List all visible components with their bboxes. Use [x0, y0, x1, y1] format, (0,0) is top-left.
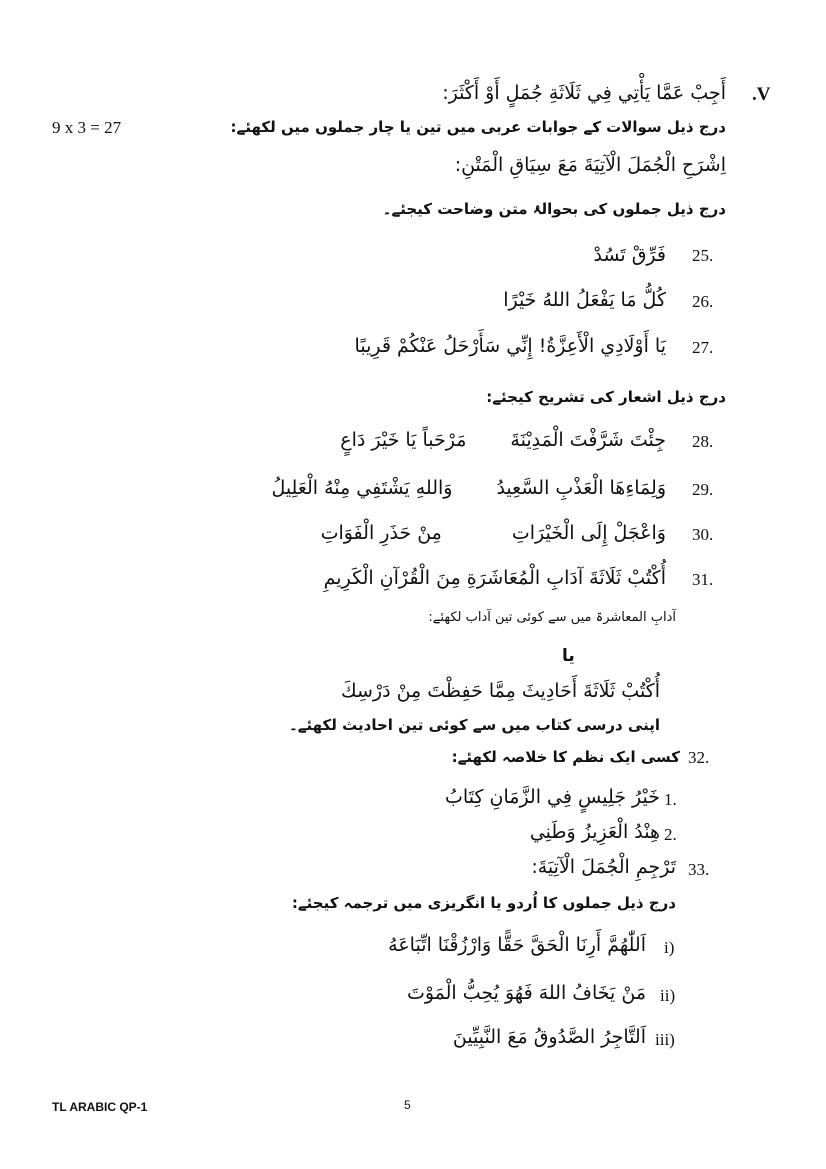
question-number: 32.	[688, 748, 710, 767]
question-instruction-urdu: درج ذیل جملوں کا اُردو یا انگریزی میں ترجمہ کیجئے:	[291, 894, 676, 912]
question-text: كُلُّ مَا يَفْعَلُ اللهُ خَيْرًا	[503, 289, 666, 311]
poem-verse	[271, 477, 666, 499]
option-number: 2.	[664, 825, 677, 844]
verse-first-half: جِئْتَ شَرَّفْتَ الْمَدِيْنَةَ	[510, 429, 666, 451]
poem-verse	[340, 429, 666, 451]
question-text: أُكْتُبْ ثَلَاثَةَ آدَابِ الْمُعَاشَرَةِ مِنَ الْقُرْآنِ الْكَرِيمِ	[323, 567, 666, 589]
translation-item-number: iii)	[655, 1030, 675, 1049]
verse-first-half: وَاعْجَلْ إِلَى الْخَيْرَاتِ	[511, 522, 666, 544]
marks-label: 9 x 3 = 27	[52, 118, 122, 137]
or-separator: یا	[562, 646, 575, 666]
poetry-heading-urdu: درج ذیل اشعار کی تشریح کیجئے:	[486, 388, 726, 406]
question-instruction-urdu: آدابِ المعاشرۃ میں سے کوئی تین آداب لکھئے:	[428, 610, 676, 625]
explain-heading-arabic: اِشْرَحِ الْجُمَلَ الْآتِيَةَ مَعَ سِيَاقِ الْمَتْنِ:	[454, 154, 726, 176]
question-number: 25.	[692, 246, 714, 265]
question-number: 27.	[692, 338, 714, 357]
verse-second-half: مَرْحَباً يَا خَيْرَ دَاعٍ	[340, 429, 467, 451]
translation-item-text: مَنْ يَخَافُ اللهَ فَهُوَ يُحِبُّ الْمَوْتَ	[406, 982, 646, 1004]
question-number: 30.	[692, 525, 714, 544]
alternative-question-arabic: أُكْتُبْ ثَلَاثَةَ أَحَادِيثَ مِمَّا حَفِظْتَ مِنْ دَرْسِكَ	[340, 680, 660, 702]
translation-item-text: اَلتَّاجِرُ الصَّدُوقُ مَعَ النَّبِيِّينَ	[452, 1026, 646, 1048]
question-number: 29.	[692, 480, 714, 499]
alternative-question-urdu: اپنی درسی کتاب میں سے کوئی تین احادیث لکھئے۔	[288, 716, 660, 734]
section-heading-arabic: أَجِبْ عَمَّا يَأْتِي فِي ثَلَاثَةِ جُمَلٍ أَوْ أَكْثَرَ:	[442, 82, 726, 104]
question-number: 28.	[692, 432, 714, 451]
translation-item-number: i)	[664, 938, 675, 957]
verse-second-half: مِنْ حَذَرِ الْفَوَاتِ	[320, 522, 442, 544]
question-text: فَرِّقْ تَسُدْ	[593, 244, 666, 266]
question-text: يَا أَوْلَادِي الْأَعِزَّةُ! إِنِّي سَأَرْحَلُ عَنْكُمْ قَرِيبًا	[354, 335, 666, 357]
option-text: خَيْرُ جَلِيسٍ فِي الزَّمَانِ كِتَابُ	[445, 786, 660, 808]
page-number: 5	[404, 1098, 411, 1112]
question-instruction-urdu: کسی ایک نظم کا خلاصہ لکھئے:	[451, 748, 680, 766]
verse-first-half: وَلِمَاءِهَا الْعَذْبِ السَّعِيدُ	[496, 477, 666, 499]
section-number: .V	[752, 84, 771, 105]
footer-paper-code: TL ARABIC QP-1	[52, 1100, 148, 1114]
option-number: 1.	[664, 790, 677, 809]
explain-heading-urdu: درج ذیل جملوں کی بحوالۂ متن وضاحت کیجئے۔	[382, 200, 726, 218]
poem-verse	[321, 522, 666, 544]
question-number: 26.	[692, 292, 714, 311]
question-number: 33.	[688, 860, 710, 879]
question-text: تَرْجِمِ الْجُمَلَ الْآتِيَةَ:	[531, 856, 676, 878]
section-heading-urdu: درج ذیل سوالات کے جوابات عربی میں تین یا چار جملوں میں لکھئے:	[230, 118, 726, 136]
translation-item-text: اَللّٰهُمَّ أَرِنَا الْحَقَّ حَقًّا وَارْزُقْنَا اتِّبَاعَهُ	[388, 934, 646, 956]
option-text: هِنْدُ الْعَزِيزُ وَطَنِي	[529, 821, 660, 843]
translation-item-number: ii)	[660, 986, 676, 1005]
verse-second-half: وَاللهِ يَشْتَفِي مِنْهُ الْعَلِيلُ	[271, 477, 453, 499]
question-number: 31.	[692, 570, 714, 589]
